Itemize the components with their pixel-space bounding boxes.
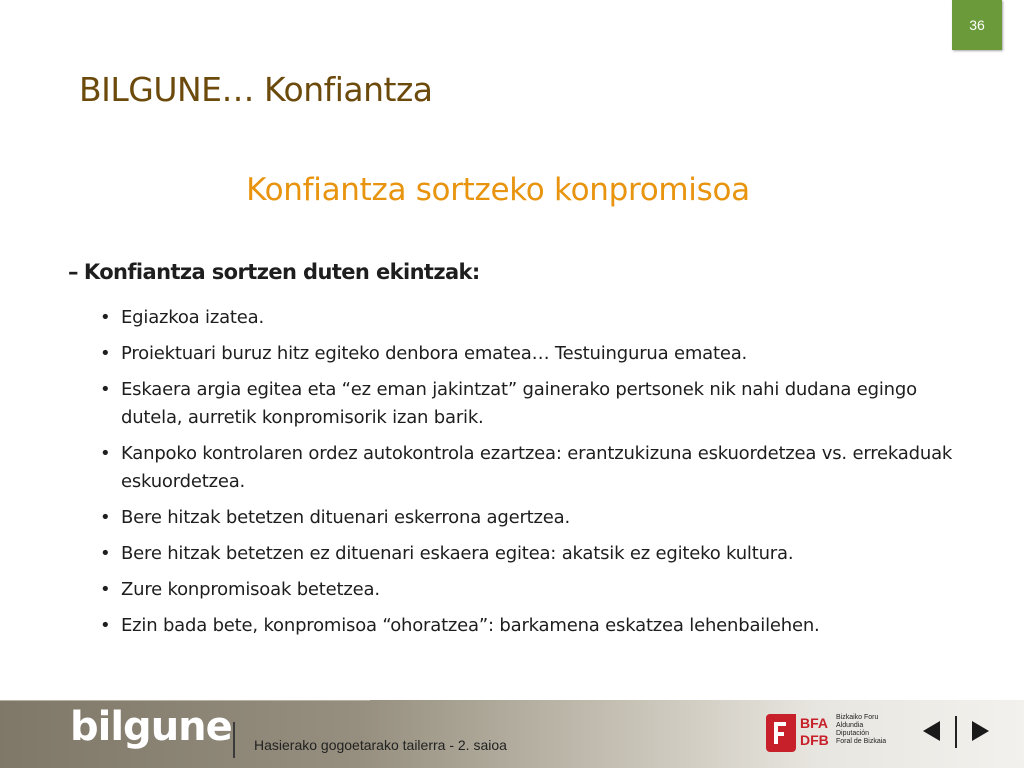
- footer-text: Hasierako gogoetarako tailerra - 2. saioa: [254, 737, 507, 753]
- footer-separator: [233, 722, 235, 758]
- next-slide-button[interactable]: [970, 718, 992, 744]
- list-item: [100, 376, 960, 432]
- nav-separator: [955, 716, 957, 748]
- bfa-abbr-top: BFA: [800, 715, 828, 731]
- heading-text: Konfiantza sortzen duten ekintzak:: [83, 260, 480, 284]
- bfa-names: [836, 714, 896, 746]
- list-item-text: Bere hitzak betetzen ez dituenari eskaera egitea: akatsik ez egiteko kultura.: [121, 543, 794, 564]
- list-item-text: Ezin bada bete, konpromisoa “ohoratzea”: barkamena eskatzea lehenbailehen.: [121, 615, 820, 636]
- slide-title: BILGUNE… Konfiantza: [79, 70, 433, 109]
- page-number: 36: [969, 17, 985, 33]
- bfa-name-line: Foral de Bizkaia: [836, 738, 887, 745]
- bfa-abbr-bottom: DFB: [800, 732, 829, 748]
- heading-dash: –: [68, 260, 78, 284]
- list-item: [100, 504, 960, 532]
- list-item-text: Kanpoko kontrolaren ordez autokontrola ezartzea: erantzukizuna eskuordetzea vs. errekaduak eskuordetzea.: [121, 443, 953, 492]
- bullet-icon: •: [100, 307, 111, 328]
- bullet-icon: •: [100, 379, 111, 400]
- section-heading: [68, 260, 480, 284]
- bfa-emblem-icon: [766, 714, 796, 752]
- list-item-text: Egiazkoa izatea.: [121, 307, 264, 328]
- list-item: [100, 612, 960, 640]
- bfa-dfb-logo: [766, 714, 886, 754]
- bullet-list: [100, 304, 960, 648]
- previous-slide-button[interactable]: [920, 718, 942, 744]
- bfa-name-line: Bizkaiko Foru: [836, 714, 879, 721]
- list-item: [100, 576, 960, 604]
- list-item: [100, 440, 960, 496]
- bfa-name-line: Aldundia: [836, 722, 864, 729]
- bullet-icon: •: [100, 615, 111, 636]
- bullet-icon: •: [100, 579, 111, 600]
- bullet-icon: •: [100, 543, 111, 564]
- bilgune-logo: bilgune: [70, 704, 232, 750]
- list-item-text: Eskaera argia egitea eta “ez eman jakintzat” gainerako pertsonek nik nahi dudana egingo dutela, aurretik konpromisorik izan barik.: [121, 379, 917, 428]
- list-item: [100, 304, 960, 332]
- next-slide-icon: [970, 718, 992, 744]
- list-item: [100, 540, 960, 568]
- bfa-name-line: Diputación: [836, 730, 870, 737]
- list-item: [100, 340, 960, 368]
- page-number-badge: [952, 0, 1002, 50]
- slide-subtitle: Konfiantza sortzeko konpromisoa: [246, 172, 750, 208]
- footer-divider: [0, 700, 370, 701]
- list-item-text: Bere hitzak betetzen dituenari eskerrona agertzea.: [121, 507, 571, 528]
- list-item-text: Proiektuari buruz hitz egiteko denbora ematea… Testuingurua ematea.: [121, 343, 748, 364]
- previous-slide-icon: [920, 718, 942, 744]
- bullet-icon: •: [100, 343, 111, 364]
- bfa-abbreviation: [800, 715, 830, 749]
- bullet-icon: •: [100, 507, 111, 528]
- bullet-icon: •: [100, 443, 111, 464]
- list-item-text: Zure konpromisoak betetzea.: [121, 579, 380, 600]
